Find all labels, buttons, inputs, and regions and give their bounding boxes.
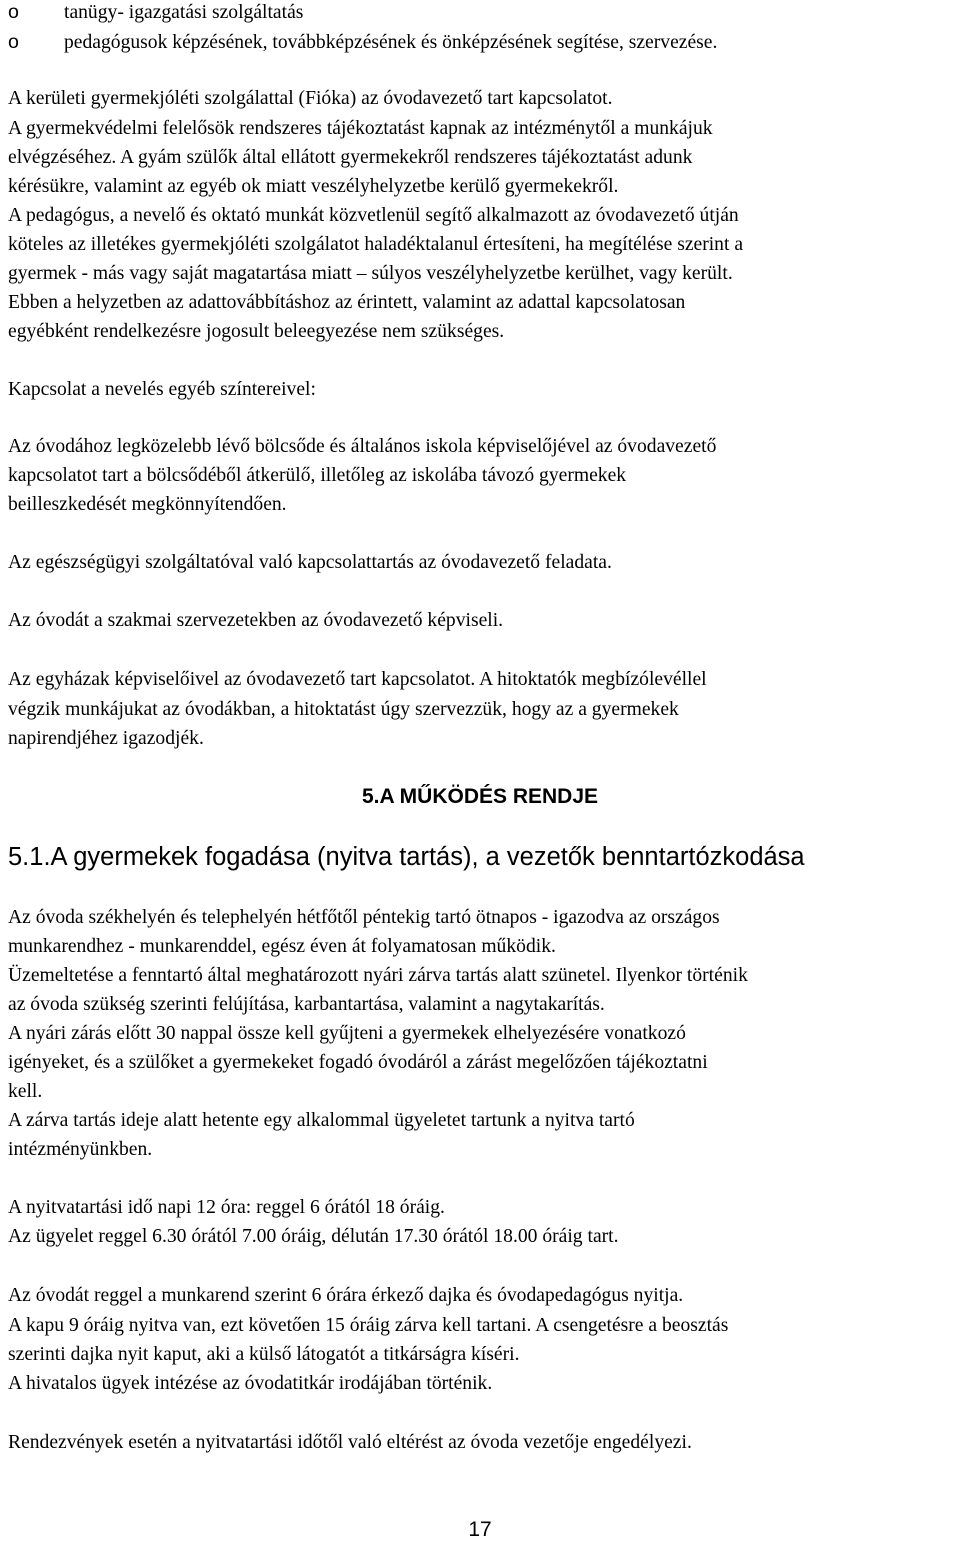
section-title: 5.A MŰKÖDÉS RENDJE <box>361 785 599 808</box>
paragraph-line: Az óvodához legközelebb lévő bölcsőde és általános iskola képviselőjével az óvodavezető <box>8 436 717 457</box>
paragraph-line: A kerületi gyermekjóléti szolgálattal (Fióka) az óvodavezető tart kapcsolatot. <box>8 88 613 109</box>
paragraph-line: A nyitvatartási idő napi 12 óra: reggel 6 órától 18 óráig. <box>8 1197 445 1218</box>
paragraph-line: Üzemeltetése a fenntartó által meghatározott nyári zárva tartás alatt szünetel. Ilyenkor történik <box>8 965 748 986</box>
paragraph-line: végzik munkájukat az óvodákban, a hitoktatást úgy szervezzük, hogy az a gyermekek <box>8 699 679 720</box>
paragraph-line: szerinti dajka nyit kaput, aki a külső látogatót a titkárságra kíséri. <box>8 1344 520 1365</box>
paragraph-line: az óvoda szükség szerinti felújítása, karbantartása, valamint a nagytakarítás. <box>8 994 605 1015</box>
list-item-text: pedagógusok képzésének, továbbképzésének és önképzésének segítése, szervezése. <box>64 32 718 53</box>
paragraph-line: Az óvodát reggel a munkarend szerint 6 órára érkező dajka és óvodapedagógus nyitja. <box>8 1285 684 1306</box>
list-item <box>8 27 717 58</box>
paragraph-line: Az óvodát a szakmai szervezetekben az óvodavezető képviseli. <box>8 610 504 631</box>
paragraph-line: napirendjéhez igazodjék. <box>8 728 204 749</box>
list-item <box>8 0 303 28</box>
paragraph-line: kapcsolatot tart a bölcsődéből átkerülő, illetőleg az iskolába távozó gyermekek <box>8 465 627 486</box>
paragraph-line: köteles az illetékes gyermekjóléti szolgálatot haladéktalanul értesíteni, ha megítélése szerint a <box>8 234 744 255</box>
paragraph-line: Rendezvények esetén a nyitvatartási időtől való eltérést az óvoda vezetője engedélyezi. <box>8 1432 692 1453</box>
paragraph-line: beilleszkedését megkönnyítendően. <box>8 494 287 515</box>
bullet-marker: o <box>8 31 19 53</box>
paragraph-line: intézményünkben. <box>8 1139 153 1160</box>
paragraph-line: Az egyházak képviselőivel az óvodavezető tart kapcsolatot. A hitoktatók megbízólevéllel <box>8 669 707 690</box>
paragraph-line: A nyári zárás előtt 30 nappal össze kell gyűjteni a gyermekek elhelyezésére vonatkozó <box>8 1023 686 1044</box>
paragraph-line: A hivatalos ügyek intézése az óvodatitkár irodájában történik. <box>8 1373 493 1394</box>
paragraph-line: gyermek - más vagy saját magatartása miatt – súlyos veszélyhelyzetbe kerülhet, vagy került. <box>8 263 733 284</box>
list-item-text: tanügy- igazgatási szolgáltatás <box>64 2 304 23</box>
paragraph-line: kell. <box>8 1081 43 1102</box>
paragraph-line: A kapu 9 óráig nyitva van, ezt követően 15 óráig zárva kell tartani. A csengetésre a beosztás <box>8 1315 729 1336</box>
paragraph-line: Az ügyelet reggel 6.30 órától 7.00 óráig, délután 17.30 órától 18.00 óráig tart. <box>8 1226 619 1247</box>
subheading: Kapcsolat a nevelés egyéb színtereivel: <box>8 379 316 400</box>
paragraph-line: elvégzéséhez. A gyám szülők által ellátott gyermekekről rendszeres tájékoztatást adunk <box>8 147 693 168</box>
paragraph-line: munkarendhez - munkarenddel, egész éven át folyamatosan működik. <box>8 936 556 957</box>
page-number: 17 <box>468 1518 492 1541</box>
paragraph-line: A pedagógus, a nevelő és oktató munkát közvetlenül segítő alkalmazott az óvodavezető útján <box>8 205 739 226</box>
paragraph-line: kérésükre, valamint az egyéb ok miatt veszélyhelyzetbe kerülő gyermekekről. <box>8 176 619 197</box>
subsection-title: 5.1.A gyermekek fogadása (nyitva tartás), a vezetők benntartózkodása <box>8 843 805 871</box>
bullet-marker: o <box>8 1 19 23</box>
paragraph-line: egyébként rendelkezésre jogosult beleegyezése nem szükséges. <box>8 321 505 342</box>
paragraph-line: A zárva tartás ideje alatt hetente egy alkalommal ügyeletet tartunk a nyitva tartó <box>8 1110 635 1131</box>
paragraph-line: Az egészségügyi szolgáltatóval való kapcsolattartás az óvodavezető feladata. <box>8 552 612 573</box>
paragraph-line: Ebben a helyzetben az adattovábbításhoz az érintett, valamint az adattal kapcsolatosan <box>8 292 686 313</box>
paragraph-line: A gyermekvédelmi felelősök rendszeres tájékoztatást kapnak az intézménytől a munkájuk <box>8 118 713 139</box>
paragraph-line: Az óvoda székhelyén és telephelyén hétfőtől péntekig tartó ötnapos - igazodva az országos <box>8 907 720 928</box>
paragraph-line: igényeket, és a szülőket a gyermekeket fogadó óvodáról a zárást megelőzően tájékoztatni <box>8 1052 708 1073</box>
